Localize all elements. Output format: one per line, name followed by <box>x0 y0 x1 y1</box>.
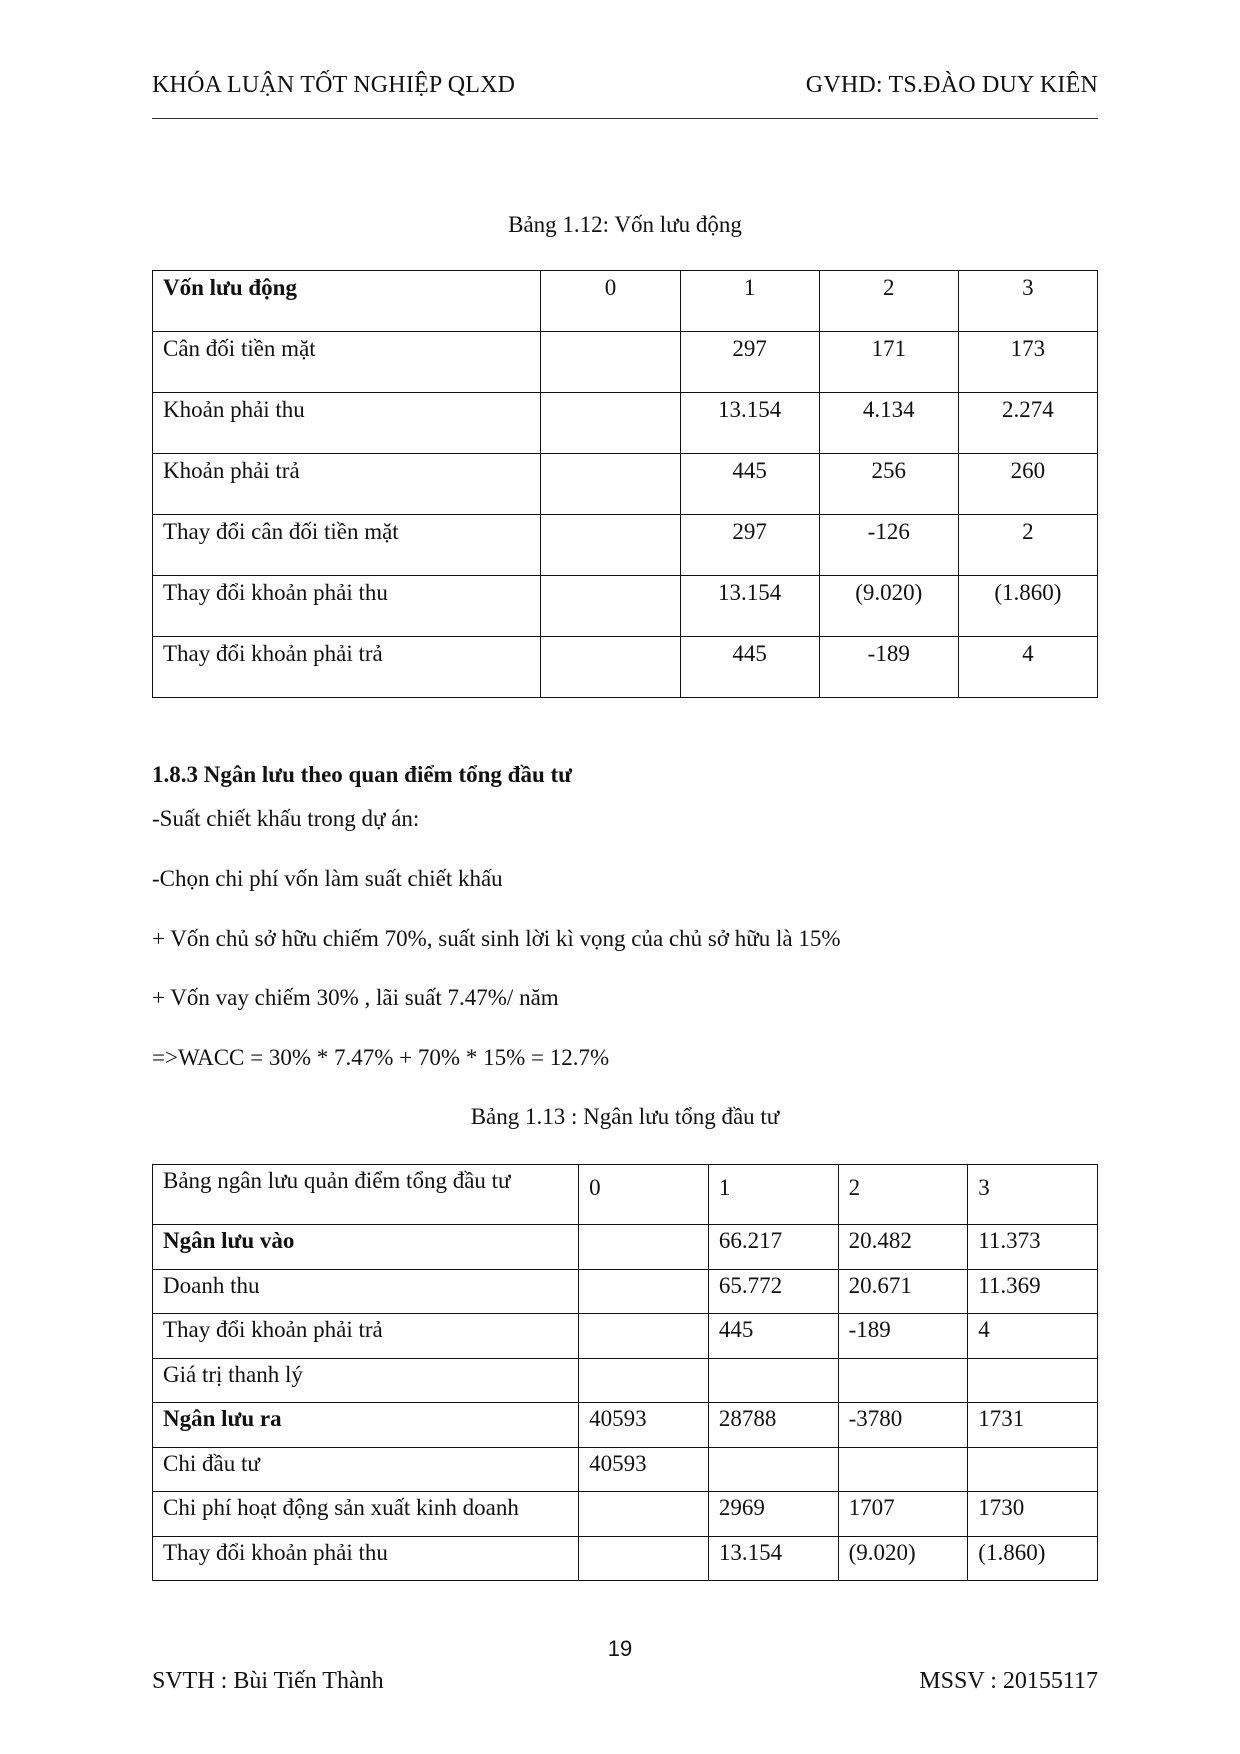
table-cell <box>968 1358 1098 1403</box>
table-header-cell: 2 <box>838 1165 968 1225</box>
header-title: KHÓA LUẬN TỐT NGHIỆP QLXD <box>152 72 516 98</box>
table-cell: -126 <box>819 515 958 576</box>
table-cell <box>541 393 680 454</box>
table-cell: 65.772 <box>708 1269 838 1314</box>
table-cell: 13.154 <box>680 393 819 454</box>
table-cell: (1.860) <box>968 1536 1098 1581</box>
table-cell: (9.020) <box>819 576 958 637</box>
table-cell: 28788 <box>708 1403 838 1448</box>
table-row <box>153 1314 1098 1359</box>
table-cell: 4.134 <box>819 393 958 454</box>
table-cell: 40593 <box>579 1447 709 1492</box>
table-cell <box>541 454 680 515</box>
table-row <box>153 1492 1098 1537</box>
table2-caption: Bảng 1.13 : Ngân lưu tổng đầu tư <box>470 1104 780 1129</box>
row-label: Khoản phải thu <box>153 393 541 454</box>
table-cell: 11.373 <box>968 1225 1098 1270</box>
table-cell <box>541 637 680 698</box>
row-label: Thay đổi khoản phải trả <box>153 1314 579 1359</box>
table-cell: 297 <box>680 515 819 576</box>
table-cell <box>708 1447 838 1492</box>
table-cell: 11.369 <box>968 1269 1098 1314</box>
table-cell: 13.154 <box>708 1536 838 1581</box>
table-cell: 445 <box>680 637 819 698</box>
row-label: Khoản phải trả <box>153 454 541 515</box>
table-header-cell: 3 <box>968 1165 1098 1225</box>
table-cell: (9.020) <box>838 1536 968 1581</box>
table-cell: -189 <box>838 1314 968 1359</box>
table-cell <box>579 1314 709 1359</box>
table-cell: 4 <box>958 637 1097 698</box>
table-cell: -3780 <box>838 1403 968 1448</box>
table-header-cell: 1 <box>708 1165 838 1225</box>
table-cell <box>579 1358 709 1403</box>
paragraph-line: + Vốn chủ sở hữu chiếm 70%, suất sinh lời kì vọng của chủ sở hữu là 15% <box>152 926 841 951</box>
table-cell: 20.482 <box>838 1225 968 1270</box>
paragraph-line: -Chọn chi phí vốn làm suất chiết khấu <box>152 866 503 891</box>
table-header-cell: 1 <box>680 271 819 332</box>
table-cell <box>541 515 680 576</box>
table-row <box>153 637 1098 698</box>
row-label: Giá trị thanh lý <box>153 1358 579 1403</box>
table-cell: 66.217 <box>708 1225 838 1270</box>
table-cell: 2.274 <box>958 393 1097 454</box>
table-cell <box>838 1447 968 1492</box>
table1-caption: Bảng 1.12: Vốn lưu động <box>508 212 742 237</box>
table-cell: 445 <box>680 454 819 515</box>
table-row <box>153 393 1098 454</box>
table-cell: 1730 <box>968 1492 1098 1537</box>
table-cell: 256 <box>819 454 958 515</box>
table-row <box>153 454 1098 515</box>
table-row <box>153 1225 1098 1270</box>
table-cell: 260 <box>958 454 1097 515</box>
table-row <box>153 576 1098 637</box>
table-cell: 4 <box>968 1314 1098 1359</box>
table-header-row <box>153 271 1098 332</box>
table-cell <box>838 1358 968 1403</box>
table-cell: 20.671 <box>838 1269 968 1314</box>
row-label: Cân đối tiền mặt <box>153 332 541 393</box>
table-cell <box>541 576 680 637</box>
footer-student: SVTH : Bùi Tiến Thành <box>152 1668 384 1694</box>
row-label: Thay đổi khoản phải thu <box>153 576 541 637</box>
table-cell <box>579 1269 709 1314</box>
cashflow-table <box>152 1164 1098 1581</box>
table-row <box>153 1403 1098 1448</box>
table-cell: 2 <box>958 515 1097 576</box>
table-row <box>153 515 1098 576</box>
table-header-cell: 2 <box>819 271 958 332</box>
page-number: 19 <box>607 1636 633 1661</box>
row-label: Ngân lưu ra <box>153 1403 579 1448</box>
table-cell: 2969 <box>708 1492 838 1537</box>
row-label: Ngân lưu vào <box>153 1225 579 1270</box>
row-label: Thay đổi cân đối tiền mặt <box>153 515 541 576</box>
row-label: Thay đổi khoản phải thu <box>153 1536 579 1581</box>
table-row <box>153 1358 1098 1403</box>
table-cell <box>708 1358 838 1403</box>
table-row <box>153 1269 1098 1314</box>
table-cell <box>541 332 680 393</box>
row-label: Doanh thu <box>153 1269 579 1314</box>
row-label: Chi phí hoạt động sản xuất kinh doanh <box>153 1492 579 1537</box>
footer-student-id: MSSV : 20155117 <box>919 1668 1098 1694</box>
row-label: Chi đầu tư <box>153 1447 579 1492</box>
table-row <box>153 1536 1098 1581</box>
table-cell <box>579 1536 709 1581</box>
table-header-cell: 3 <box>958 271 1097 332</box>
table-cell: 40593 <box>579 1403 709 1448</box>
table-header-cell: Vốn lưu động <box>153 271 541 332</box>
wacc-formula: =>WACC = 30% * 7.47% + 70% * 15% = 12.7% <box>152 1045 610 1070</box>
table-row <box>153 1447 1098 1492</box>
paragraph-line: -Suất chiết khấu trong dự án: <box>152 806 420 831</box>
table-header-row <box>153 1165 1098 1225</box>
section-heading: 1.8.3 Ngân lưu theo quan điểm tổng đầu tư <box>152 762 572 787</box>
table-cell <box>579 1492 709 1537</box>
table-cell: (1.860) <box>958 576 1097 637</box>
header-divider <box>152 118 1098 119</box>
row-label: Thay đổi khoản phải trả <box>153 637 541 698</box>
table-cell: 171 <box>819 332 958 393</box>
paragraph-line: + Vốn vay chiếm 30% , lãi suất 7.47%/ năm <box>152 985 559 1010</box>
table-cell: 1731 <box>968 1403 1098 1448</box>
table-cell: -189 <box>819 637 958 698</box>
table-row <box>153 332 1098 393</box>
table-cell: 445 <box>708 1314 838 1359</box>
table-cell <box>579 1225 709 1270</box>
table-cell: 13.154 <box>680 576 819 637</box>
table-cell: 1707 <box>838 1492 968 1537</box>
table-cell <box>968 1447 1098 1492</box>
header-advisor: GVHD: TS.ĐÀO DUY KIÊN <box>805 72 1098 98</box>
table-header-cell: Bảng ngân lưu quản điểm tổng đầu tư <box>153 1165 579 1225</box>
table-header-cell: 0 <box>541 271 680 332</box>
table-cell: 173 <box>958 332 1097 393</box>
table-cell: 297 <box>680 332 819 393</box>
table-header-cell: 0 <box>579 1165 709 1225</box>
working-capital-table <box>152 270 1098 698</box>
